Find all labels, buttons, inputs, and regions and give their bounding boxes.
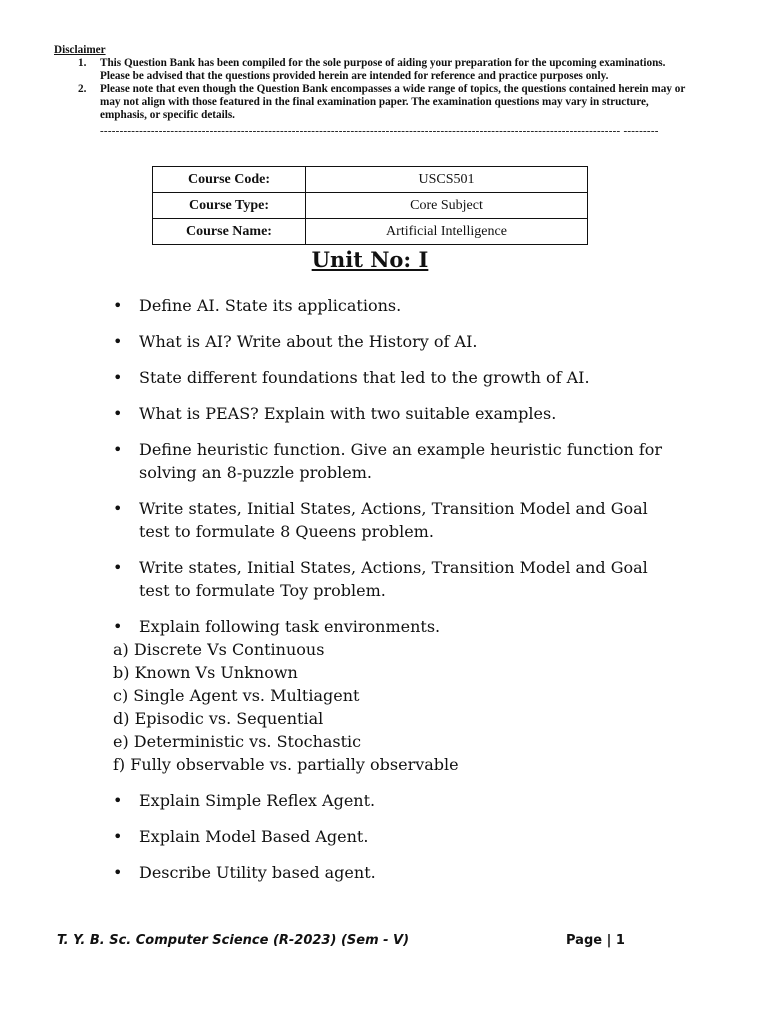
- course-name-value: Artificial Intelligence: [306, 219, 588, 245]
- disclaimer-list: [54, 57, 690, 122]
- disclaimer-block: [54, 44, 690, 138]
- course-info-table: [152, 166, 588, 245]
- question-item: [113, 438, 673, 484]
- course-type-label: Course Type:: [153, 193, 306, 219]
- question-item: [113, 825, 673, 848]
- question-item: [113, 294, 673, 317]
- table-row: [153, 167, 588, 193]
- sub-item: d) Episodic vs. Sequential: [113, 709, 324, 728]
- sub-item: f) Fully observable vs. partially observable: [113, 755, 459, 774]
- disclaimer-item: [54, 83, 690, 122]
- question-item: [113, 330, 673, 353]
- sub-item: e) Deterministic vs. Stochastic: [113, 732, 362, 751]
- question-text: What is PEAS? Explain with two suitable examples.: [139, 404, 557, 423]
- course-code-value: USCS501: [306, 167, 588, 193]
- bullet: •: [113, 296, 123, 315]
- question-text: Describe Utility based agent.: [139, 863, 376, 882]
- question-text: Define heuristic function. Give an example heuristic function for solving an 8-puzzle problem.: [139, 440, 663, 482]
- bullet: •: [113, 499, 123, 518]
- question-item: [113, 497, 673, 543]
- question-item: [113, 402, 673, 425]
- footer-course-label: T. Y. B. Sc. Computer Science (R-2023) (Sem - V): [57, 933, 410, 948]
- bullet: •: [113, 827, 123, 846]
- disclaimer-item-number: 2.: [78, 83, 87, 95]
- course-type-value: Core Subject: [306, 193, 588, 219]
- footer-page-number: Page | 1: [566, 933, 625, 948]
- bullet: •: [113, 440, 123, 459]
- disclaimer-title: Disclaimer: [54, 44, 106, 56]
- bullet: •: [113, 404, 123, 423]
- disclaimer-item-text: This Question Bank has been compiled for the sole purpose of aiding your preparation for the upcoming examinations. Please be advised that the questions provided herein are intended for reference and practice purposes only.: [100, 57, 666, 82]
- table-row: [153, 219, 588, 245]
- question-item: [113, 366, 673, 389]
- question-text: Write states, Initial States, Actions, Transition Model and Goal test to formulate 8 Queens problem.: [139, 499, 648, 541]
- bullet: •: [113, 863, 123, 882]
- question-text: Explain Model Based Agent.: [139, 827, 369, 846]
- question-item: [113, 615, 673, 638]
- question-text: Explain following task environments.: [139, 617, 441, 636]
- bullet: •: [113, 617, 123, 636]
- course-code-label: Course Code:: [153, 167, 306, 193]
- course-name-label: Course Name:: [153, 219, 306, 245]
- bullet: •: [113, 558, 123, 577]
- bullet: •: [113, 791, 123, 810]
- bullet: •: [113, 368, 123, 387]
- table-row: [153, 193, 588, 219]
- sub-item: c) Single Agent vs. Multiagent: [113, 686, 360, 705]
- question-text: Define AI. State its applications.: [139, 296, 402, 315]
- question-list: [113, 294, 673, 897]
- disclaimer-item-text: Please note that even though the Question Bank encompasses a wide range of topics, the questions contained herein may or may not align with those featured in the final examination paper. The examination questions may vary in structure, emphasis, or specific details.: [100, 83, 686, 121]
- unit-title: Unit No: I: [311, 247, 429, 272]
- question-text: Explain Simple Reflex Agent.: [139, 791, 376, 810]
- sub-item: a) Discrete Vs Continuous: [113, 640, 325, 659]
- sub-item: b) Known Vs Unknown: [113, 663, 298, 682]
- dashed-divider: ------------------------------------------------------------------------------------------------------------------------------------- ---------: [100, 125, 659, 137]
- bullet: •: [113, 332, 123, 351]
- question-item: [113, 861, 673, 884]
- question-text: Write states, Initial States, Actions, Transition Model and Goal test to formulate Toy problem.: [139, 558, 648, 600]
- disclaimer-item: [54, 57, 690, 83]
- question-item: [113, 556, 673, 602]
- sub-item-list: [0, 638, 673, 776]
- question-text: What is AI? Write about the History of AI.: [139, 332, 478, 351]
- disclaimer-item-number: 1.: [78, 57, 87, 69]
- question-text: State different foundations that led to the growth of AI.: [139, 368, 590, 387]
- question-item: [113, 789, 673, 812]
